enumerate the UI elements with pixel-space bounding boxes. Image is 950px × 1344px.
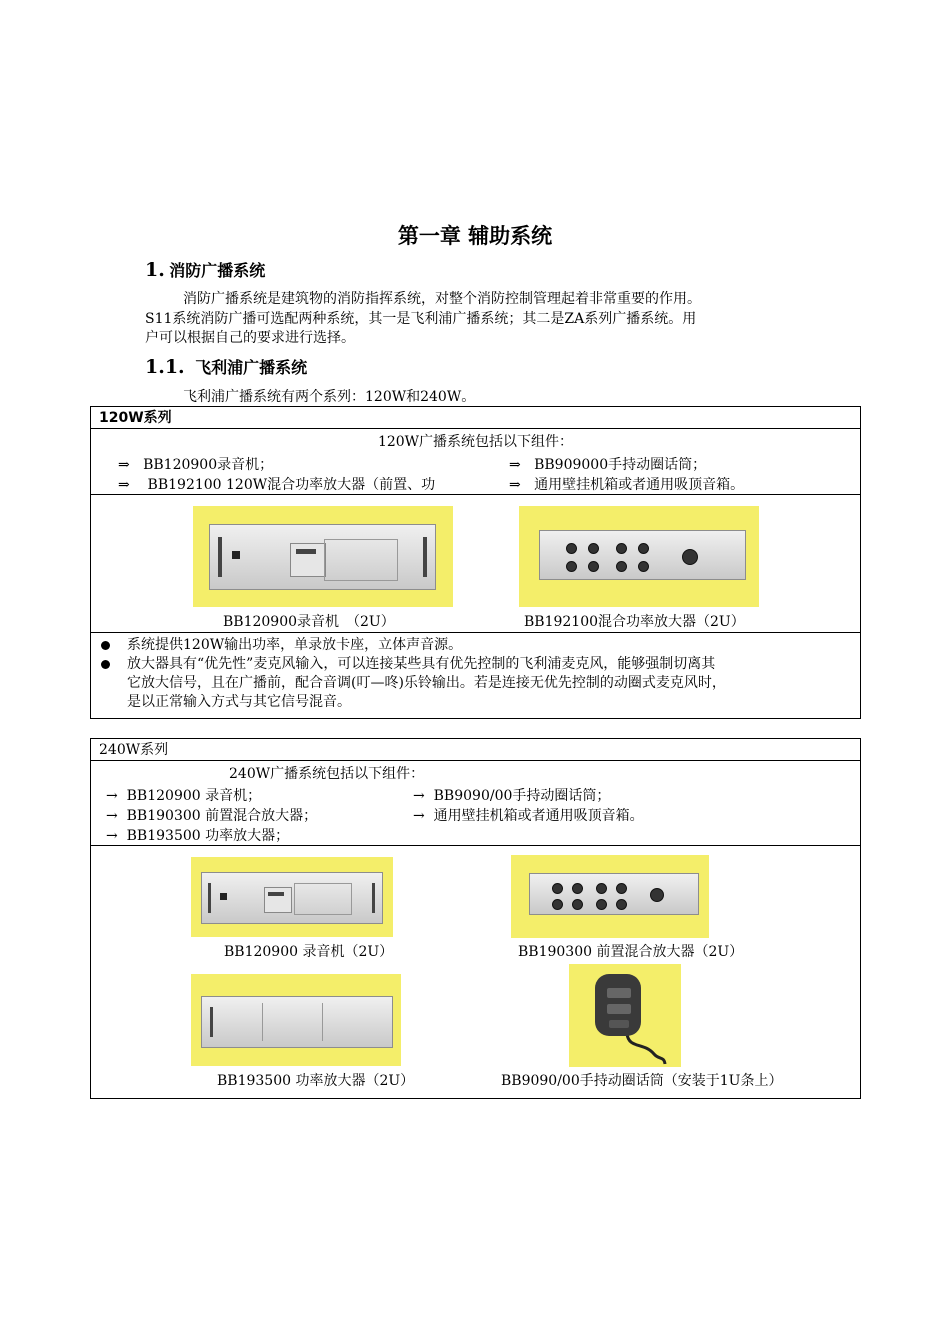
arrow-icon: ⇒ [509, 457, 521, 473]
box-120w-images [91, 495, 861, 633]
box-120w-features [91, 633, 861, 719]
recorder-image [193, 506, 453, 607]
arrow-icon: → [413, 788, 425, 804]
bullet-text: 系统提供120W输出功率，单录放卡座，立体声音源。 [127, 637, 463, 653]
arrow-icon: → [413, 808, 425, 824]
list-item-text: BB190300 前置混合放大器； [126, 808, 318, 824]
power-amplifier-image [191, 974, 401, 1066]
bullet-icon [101, 660, 110, 669]
section-1-1-number: 1.1. [145, 356, 185, 378]
section-1-1-heading [145, 355, 307, 378]
section-1-1-intro: 飞利浦广播系统有两个系列：120W和240W。 [183, 389, 476, 405]
arrow-icon: → [106, 828, 118, 844]
list-item [509, 474, 744, 494]
arrow-icon: → [106, 788, 118, 804]
intro-line-2: S11系统消防广播可选配两种系统，其一是飞利浦广播系统；其二是ZA系列广播系统。用 [145, 311, 697, 327]
mixer-amplifier-image [519, 506, 759, 607]
section-1-number: 1. [145, 259, 165, 281]
power-amplifier-caption: BB193500 功率放大器（2U） [217, 1073, 415, 1089]
list-item [106, 785, 261, 805]
bullet-text: 是以正常输入方式与其它信号混音。 [127, 694, 351, 710]
list-item [413, 785, 610, 805]
arrow-icon: ⇒ [509, 477, 521, 493]
arrow-icon: → [106, 808, 118, 824]
list-item-text: BB120900 录音机； [126, 788, 262, 804]
section-1-heading [145, 258, 265, 281]
box-240w-components [91, 761, 861, 846]
list-item [509, 454, 706, 474]
intro-line-1: 消防广播系统是建筑物的消防指挥系统，对整个消防控制管理起着非常重要的作用。 [183, 291, 701, 307]
chapter-title: 第一章 辅助系统 [397, 224, 553, 248]
arrow-icon: ⇒ [118, 457, 130, 473]
pre-mixer-amplifier-image [511, 855, 709, 938]
mixer-amplifier-device [539, 530, 746, 580]
section-1-1-title: 飞利浦广播系统 [195, 358, 308, 377]
handheld-microphone-image [569, 964, 681, 1067]
microphone-icon [569, 964, 681, 1067]
box-120w-components-title: 120W广播系统包括以下组件： [377, 434, 574, 450]
bullet-item [91, 636, 860, 655]
bullet-text: 放大器具有“优先性”麦克风输入，可以连接某些具有优先控制的飞利浦麦克风，能够强制切离其 [127, 656, 716, 672]
recorder-device [209, 524, 436, 590]
box-240w-header: 240W系列 [91, 739, 861, 761]
list-item [413, 805, 644, 825]
box-240w [90, 738, 861, 1099]
power-amplifier-device [201, 996, 393, 1048]
bullet-continuation [91, 693, 860, 712]
list-item-text: BB9090/00手持动圈话筒； [433, 788, 611, 804]
list-item-text: BB192100 120W混合功率放大器（前置、功 [147, 477, 436, 493]
box-120w [90, 406, 861, 719]
recorder-caption: BB120900录音机 （2U） [223, 614, 395, 630]
pre-mixer-amplifier-device [529, 873, 699, 915]
intro-line-3: 户可以根据自己的要求进行选择。 [145, 330, 355, 346]
list-item [106, 825, 289, 845]
list-item-text: BB120900录音机； [143, 457, 274, 473]
section-1-title: 消防广播系统 [169, 261, 266, 280]
arrow-icon: ⇒ [118, 477, 130, 493]
list-item-text: BB193500 功率放大器； [126, 828, 290, 844]
list-item-text: 通用壁挂机箱或者通用吸顶音箱。 [534, 477, 745, 493]
bullet-icon [101, 641, 110, 650]
box-240w-components-title: 240W广播系统包括以下组件： [229, 766, 425, 782]
microphone-caption: BB9090/00手持动圈话筒（安装于1U条上） [501, 1073, 783, 1089]
list-item-text: 通用壁挂机箱或者通用吸顶音箱。 [433, 808, 644, 824]
recorder-device [201, 872, 383, 924]
bullet-item [91, 655, 860, 674]
recorder-image [191, 857, 393, 937]
box-240w-images [91, 846, 861, 1099]
recorder-caption: BB120900 录音机（2U） [224, 944, 394, 960]
list-item [118, 454, 273, 474]
bullet-continuation [91, 674, 860, 693]
pre-mixer-amplifier-caption: BB190300 前置混合放大器（2U） [518, 944, 744, 960]
box-120w-components [91, 429, 861, 495]
list-item [106, 805, 317, 825]
mixer-amplifier-caption: BB192100混合功率放大器（2U） [524, 614, 745, 630]
list-item-text: BB909000手持动圈话筒； [534, 457, 707, 473]
box-120w-header: 120W系列 [91, 407, 861, 429]
list-item [118, 474, 435, 494]
bullet-text: 它放大信号，且在广播前，配合音调(叮—咚)乐铃输出。若是连接无优先控制的动圈式麦克风时， [127, 675, 726, 691]
